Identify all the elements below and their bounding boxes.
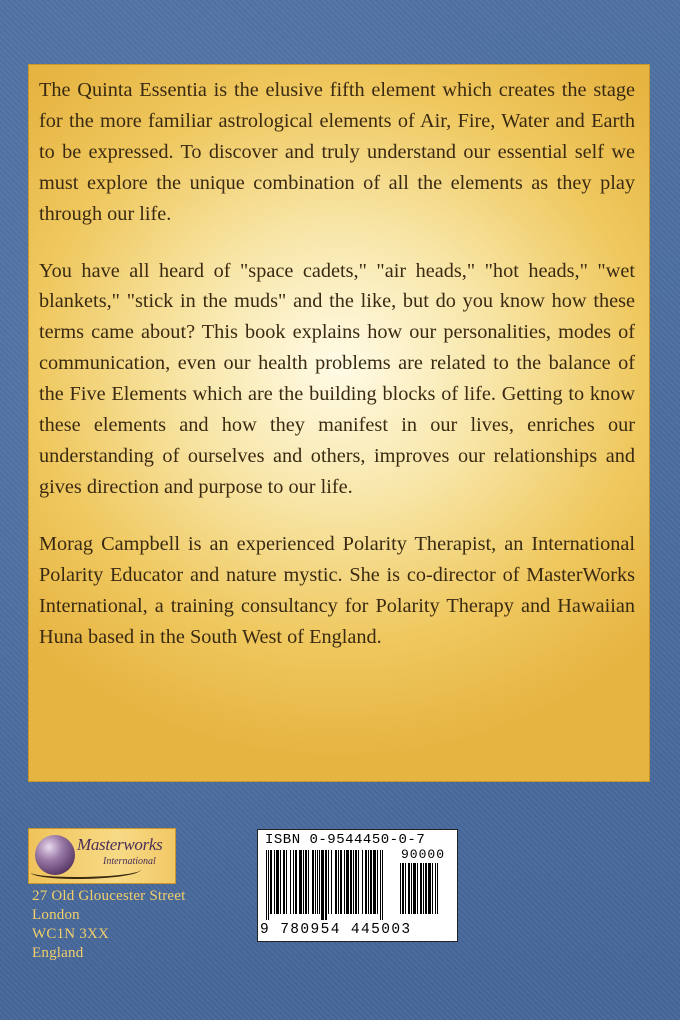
- barcode-bar: [280, 850, 281, 914]
- barcode-bar: [290, 850, 291, 914]
- barcode-bar: [377, 850, 378, 914]
- blurb-panel: [28, 64, 650, 782]
- barcode-bar: [286, 850, 287, 914]
- isbn-barcode: [257, 829, 458, 942]
- barcode-bar: [268, 850, 269, 920]
- barcode-bar: [317, 850, 318, 914]
- barcode-bar: [413, 863, 416, 914]
- barcode-bar: [315, 850, 316, 914]
- barcode-bar: [321, 850, 324, 920]
- barcode-bar: [299, 850, 302, 914]
- barcode-bar: [340, 850, 342, 914]
- barcode-bar: [305, 850, 307, 914]
- ean-digits: 9 780954 445003: [260, 922, 412, 938]
- barcode-bar: [274, 850, 275, 914]
- barcode-bar: [437, 863, 438, 914]
- price-code: 90000: [401, 847, 446, 862]
- barcode-bar: [338, 850, 339, 914]
- barcode-bar: [370, 850, 372, 914]
- barcode-bar: [365, 850, 367, 914]
- barcode-bar: [358, 850, 359, 914]
- barcode-bar: [355, 850, 357, 914]
- barcode-bar: [293, 850, 294, 914]
- barcode-bar: [380, 850, 381, 920]
- barcode-bar: [423, 863, 424, 914]
- barcode-bar: [402, 863, 404, 914]
- barcode-bar: [344, 850, 345, 914]
- barcode-bar: [368, 850, 369, 914]
- barcode-bar: [328, 850, 329, 914]
- logo-name: Masterworks: [77, 835, 163, 854]
- barcode-bar: [362, 850, 363, 914]
- barcode-bar: [408, 863, 410, 914]
- address-line: 27 Old Gloucester Street: [32, 888, 186, 904]
- publisher-address: [32, 887, 186, 963]
- barcode-bar: [353, 850, 354, 914]
- addon-barcode-bars: [400, 863, 452, 920]
- barcode-bar: [308, 850, 309, 914]
- barcode-bar: [428, 863, 431, 914]
- barcode-bar: [331, 850, 332, 914]
- barcode-bar: [346, 850, 349, 914]
- blurb-paragraph-author-bio: Morag Campbell is an experienced Polarity Therapist, an International Polarity Educator and nature mystic. She is co-director of MasterWorks International, a training consultancy for Polarity Therapy and Hawaiian Huna based in the South West of England.: [39, 532, 635, 648]
- address-line: WC1N 3XX: [32, 926, 110, 942]
- publisher-logo: [28, 828, 176, 884]
- barcode-bar: [420, 863, 422, 914]
- barcode-bar: [266, 850, 267, 920]
- barcode-bar: [325, 850, 327, 920]
- barcode-bar: [411, 863, 412, 914]
- blurb-paragraph-description: You have all heard of "space cadets," "air heads," "hot heads," "wet blankets," "stick in the muds" and the like, but do you know how these terms came about? This book explains how our personalities, modes of communication, even our health problems are related to the balance of the Five Elements which are the building blocks of life. Getting to know these elements and how they manifest in our lives, enriches our understanding of ourselves and others, improves our relationships and gives direction and purpose to our life.: [39, 259, 635, 498]
- barcode-bar: [373, 850, 376, 914]
- barcode-bar: [295, 850, 297, 914]
- barcode-bar: [350, 850, 352, 914]
- ean-barcode-bars: [266, 850, 396, 920]
- barcode-bar: [432, 863, 433, 914]
- barcode-bar: [405, 863, 406, 914]
- blurb-paragraph-intro: The Quinta Essentia is the elusive fifth element which creates the stage for the more familiar astrological elements of Air, Fire, Water and Earth to be expressed. To discover and truly understand our essential self we must explore the unique combination of all the elements as they play through our life.: [39, 79, 635, 225]
- logo-subtitle: International: [103, 856, 156, 867]
- address-line: England: [32, 945, 84, 961]
- barcode-bar: [312, 850, 314, 914]
- barcode-bar: [335, 850, 337, 914]
- barcode-bar: [319, 850, 320, 914]
- barcode-bar: [417, 863, 418, 914]
- barcode-bar: [382, 850, 383, 920]
- barcode-bar: [435, 863, 436, 914]
- barcode-bar: [283, 850, 285, 914]
- barcode-bar: [400, 863, 401, 914]
- barcode-bar: [270, 850, 272, 914]
- barcode-bar: [303, 850, 304, 914]
- barcode-bar: [425, 863, 427, 914]
- isbn-label: ISBN 0-9544450-0-7: [265, 832, 426, 848]
- address-line: London: [32, 907, 80, 923]
- barcode-bar: [276, 850, 279, 914]
